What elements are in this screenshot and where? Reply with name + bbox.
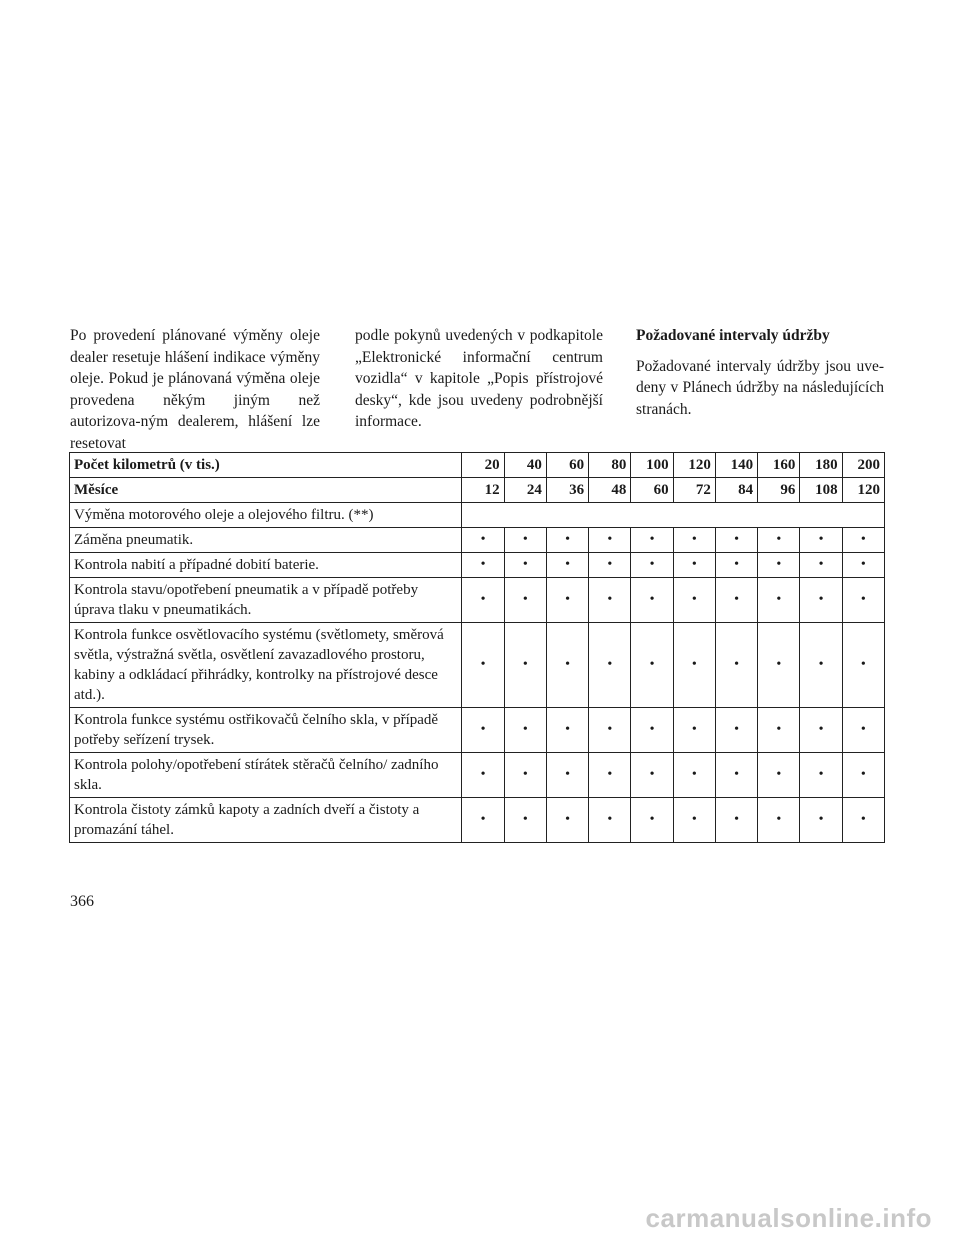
km-value: 140 (715, 453, 757, 478)
months-value: 96 (758, 478, 800, 503)
months-value: 48 (589, 478, 631, 503)
table-row (70, 553, 885, 578)
interval-dot: • (758, 623, 800, 708)
interval-dot: • (758, 553, 800, 578)
months-header-label: Měsíce (70, 478, 462, 503)
table-row (70, 578, 885, 623)
interval-dot: • (504, 753, 546, 798)
interval-dot: • (715, 798, 757, 843)
interval-dot: • (462, 578, 504, 623)
interval-dot: • (462, 798, 504, 843)
task-description: Záměna pneumatik. (70, 528, 462, 553)
interval-dot: • (758, 708, 800, 753)
interval-dot: • (631, 623, 673, 708)
page-number: 366 (70, 893, 94, 910)
interval-dot: • (715, 623, 757, 708)
task-description: Výměna motorového oleje a olejového filtru. (**) (70, 503, 462, 528)
maintenance-table (69, 452, 885, 843)
interval-dot: • (800, 753, 842, 798)
interval-dot: • (800, 553, 842, 578)
km-value: 180 (800, 453, 842, 478)
text-column-3 (636, 325, 884, 420)
interval-dot: • (842, 623, 884, 708)
interval-dot: • (715, 578, 757, 623)
interval-dot: • (800, 708, 842, 753)
interval-dot: • (673, 753, 715, 798)
months-value: 108 (800, 478, 842, 503)
interval-dot: • (800, 798, 842, 843)
interval-dot: • (504, 553, 546, 578)
table-row (70, 528, 885, 553)
months-value: 84 (715, 478, 757, 503)
km-value: 200 (842, 453, 884, 478)
interval-dot: • (758, 753, 800, 798)
interval-dot: • (589, 798, 631, 843)
interval-dot: • (589, 708, 631, 753)
months-value: 120 (842, 478, 884, 503)
interval-dot: • (842, 798, 884, 843)
interval-dot: • (462, 623, 504, 708)
task-description: Kontrola funkce systému ostřikovačů čelního skla, v případě potřeby seřízení trysek. (70, 708, 462, 753)
interval-dot: • (546, 578, 588, 623)
interval-dot: • (715, 753, 757, 798)
interval-dot: • (462, 553, 504, 578)
interval-dot: • (631, 528, 673, 553)
km-value: 40 (504, 453, 546, 478)
interval-dot: • (673, 553, 715, 578)
section-heading: Požadované intervaly údržby (636, 327, 830, 344)
interval-dot: • (715, 708, 757, 753)
km-value: 60 (546, 453, 588, 478)
interval-dot: • (589, 553, 631, 578)
interval-dot: • (758, 798, 800, 843)
interval-dot: • (589, 623, 631, 708)
interval-dot: • (546, 753, 588, 798)
interval-dot: • (504, 528, 546, 553)
header-row-km (70, 453, 885, 478)
interval-dot: • (462, 708, 504, 753)
interval-dot: • (800, 623, 842, 708)
interval-dot: • (504, 708, 546, 753)
months-value: 36 (546, 478, 588, 503)
km-value: 160 (758, 453, 800, 478)
interval-dot: • (504, 798, 546, 843)
interval-dot: • (758, 528, 800, 553)
months-value: 72 (673, 478, 715, 503)
interval-dot: • (546, 553, 588, 578)
interval-dot: • (631, 578, 673, 623)
interval-dot: • (546, 708, 588, 753)
table-row (70, 708, 885, 753)
interval-dot: • (631, 553, 673, 578)
interval-dot: • (504, 578, 546, 623)
months-value: 60 (631, 478, 673, 503)
interval-dot: • (715, 528, 757, 553)
paragraph-oil-reset-continued: podle pokynů uvedených v podkapitole „Elektronické informační centrum vozidla“ v kapitole „Popis přístrojové desky“, kde jsou uvedeny podrobnější informace. (355, 327, 603, 430)
interval-dot: • (842, 553, 884, 578)
text-column-1 (70, 325, 320, 454)
task-description: Kontrola polohy/opotřebení stírátek stěračů čelního/ zadního skla. (70, 753, 462, 798)
interval-dot: • (673, 798, 715, 843)
interval-dot: • (673, 623, 715, 708)
table-row (70, 798, 885, 843)
interval-dot: • (673, 528, 715, 553)
paragraph-intervals: Požadované intervaly údržby jsou uve-deny v Plánech údržby na následujících stranách. (636, 357, 884, 418)
interval-dot: • (462, 528, 504, 553)
km-header-label: Počet kilometrů (v tis.) (70, 453, 462, 478)
interval-dot: • (673, 708, 715, 753)
text-column-2 (355, 325, 603, 433)
interval-dot: • (800, 578, 842, 623)
interval-dot: • (758, 578, 800, 623)
interval-dot: • (842, 578, 884, 623)
km-value: 100 (631, 453, 673, 478)
interval-dot: • (546, 798, 588, 843)
interval-dot: • (504, 623, 546, 708)
task-description: Kontrola stavu/opotřebení pneumatik a v případě potřeby úprava tlaku v pneumatikách. (70, 578, 462, 623)
interval-dot: • (631, 753, 673, 798)
empty-interval-cell (462, 503, 885, 528)
table-row (70, 753, 885, 798)
interval-dot: • (589, 753, 631, 798)
interval-dot: • (800, 528, 842, 553)
interval-dot: • (589, 578, 631, 623)
interval-dot: • (715, 553, 757, 578)
task-description: Kontrola funkce osvětlovacího systému (světlomety, směrová světla, výstražná světla, osvětlení zavazadlového prostoru, kabiny a odkládací přihrádky, kontrolky na přístrojové desce atd.). (70, 623, 462, 708)
km-value: 120 (673, 453, 715, 478)
watermark: carmanualsonline.info (645, 1203, 932, 1233)
km-value: 20 (462, 453, 504, 478)
interval-dot: • (842, 753, 884, 798)
interval-dot: • (842, 528, 884, 553)
interval-dot: • (631, 708, 673, 753)
task-description: Kontrola čistoty zámků kapoty a zadních dveří a čistoty a promazání táhel. (70, 798, 462, 843)
interval-dot: • (842, 708, 884, 753)
months-value: 24 (504, 478, 546, 503)
table-row (70, 503, 885, 528)
interval-dot: • (673, 578, 715, 623)
interval-dot: • (631, 798, 673, 843)
interval-dot: • (546, 623, 588, 708)
header-row-months (70, 478, 885, 503)
task-description: Kontrola nabití a případné dobití baterie. (70, 553, 462, 578)
table-row (70, 623, 885, 708)
interval-dot: • (546, 528, 588, 553)
km-value: 80 (589, 453, 631, 478)
interval-dot: • (589, 528, 631, 553)
paragraph-oil-reset: Po provedení plánované výměny oleje dealer resetuje hlášení indikace výměny oleje. Pokud je plánovaná výměna oleje provedena někým jiným než autorizova-ným dealerem, hlášení lze resetovat (70, 327, 320, 452)
interval-dot: • (462, 753, 504, 798)
months-value: 12 (462, 478, 504, 503)
